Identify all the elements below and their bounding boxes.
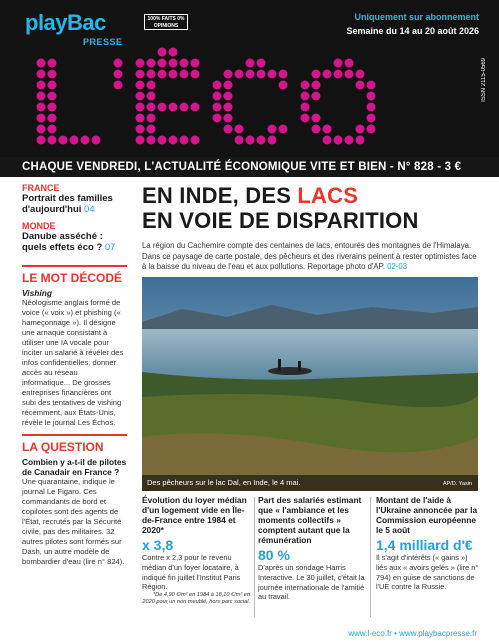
title-dot <box>136 114 145 123</box>
title-dot <box>147 81 156 90</box>
title-dot <box>136 70 145 79</box>
title-dot <box>312 114 321 123</box>
title-dot <box>224 92 233 101</box>
title-dot <box>235 70 244 79</box>
title-dot <box>356 125 365 134</box>
title-dot <box>180 59 189 68</box>
title-dot <box>147 103 156 112</box>
title-dot <box>367 125 376 134</box>
title-dot <box>136 92 145 101</box>
title-dot <box>246 136 255 145</box>
title-dot <box>224 103 233 112</box>
title-dot <box>356 81 365 90</box>
title-dot <box>81 136 90 145</box>
main-headline[interactable]: EN INDE, DES LACS EN VOIE DE DISPARITION <box>142 183 419 233</box>
title-dot <box>279 70 288 79</box>
title-dot <box>334 136 343 145</box>
title-dot <box>169 59 178 68</box>
playbac-logo[interactable]: playBac <box>25 10 106 35</box>
monde-page: 07 <box>104 242 116 253</box>
lake-illustration <box>142 277 478 491</box>
title-dot <box>136 103 145 112</box>
title-dot <box>158 136 167 145</box>
facts-badge: 100% FAITS 0% OPINIONS <box>144 14 188 30</box>
masthead <box>0 0 499 157</box>
title-dot <box>114 70 123 79</box>
lake-photo <box>142 277 478 491</box>
title-dot <box>279 81 288 90</box>
stat-rent: Évolution du loyer médian d'un logement vide en Île-de-France entre 1984 et 2020* x 3,8 Contre x 2,3 pour le revenu médian d'un foyer locataire, à indiqué fin juillet l'Institut Paris Région. *De 4,90 €/m² en 1984 à 18,10 €/m² en 2020 pour un non meublé, hors parc social. <box>142 495 250 606</box>
title-dot <box>301 92 310 101</box>
title-dot <box>136 81 145 90</box>
title-dot <box>213 81 222 90</box>
title-dot <box>334 70 343 79</box>
title-dot <box>48 114 57 123</box>
title-dot <box>48 70 57 79</box>
title-dot <box>147 114 156 123</box>
mot-decode-term: Vishing <box>22 288 52 298</box>
title-dot <box>367 114 376 123</box>
france-page: 04 <box>84 204 95 215</box>
title-dot <box>147 59 156 68</box>
title-dot <box>70 136 79 145</box>
title-dot <box>48 59 57 68</box>
footer-links[interactable]: www.l-eco.fr • www.playbacpresse.fr <box>348 629 477 638</box>
title-dot <box>48 92 57 101</box>
title-dot <box>191 59 200 68</box>
title-dot <box>246 70 255 79</box>
monde-label: MONDE <box>22 221 56 231</box>
title-dot <box>345 136 354 145</box>
title-dot <box>191 103 200 112</box>
question-title: Combien y a-t-il de pilotes de Canadair en France ? <box>22 457 127 477</box>
title-dot <box>37 81 46 90</box>
title-dot <box>268 125 277 134</box>
title-dot <box>59 136 68 145</box>
title-dot <box>257 136 266 145</box>
title-dot <box>191 70 200 79</box>
mot-decode-heading: LE MOT DÉCODÉ <box>22 265 127 285</box>
title-dot <box>136 125 145 134</box>
main-lead: La région du Cachemire compte des centaines de lacs, entourés des montagnes de l'Himalaya. Dans ce paysage de carte postale, des pêcheurs et des riverains peinent à rester optimistes face à la baisse du niveau de l'eau et aux pollutions. Reportage photo d'AP. 02-03 <box>142 241 477 271</box>
title-dot <box>48 125 57 134</box>
photo-credit: AP/D. Yasin <box>442 481 472 487</box>
title-dot <box>312 125 321 134</box>
title-dot <box>213 92 222 101</box>
title-dot <box>48 81 57 90</box>
title-dot <box>301 103 310 112</box>
title-dot <box>323 125 332 134</box>
title-dot <box>235 136 244 145</box>
title-dot <box>257 59 266 68</box>
title-dot <box>180 70 189 79</box>
title-dot <box>312 70 321 79</box>
title-dot <box>367 81 376 90</box>
title-dot <box>301 81 310 90</box>
title-dot <box>246 59 255 68</box>
title-dot <box>37 103 46 112</box>
title-dot <box>158 70 167 79</box>
logo-subtitle: PRESSE <box>83 37 123 47</box>
lead-page: 02-03 <box>387 262 408 271</box>
france-label: FRANCE <box>22 183 60 193</box>
title-dot <box>356 136 365 145</box>
mot-decode-text: Néologisme anglais formé de voice (« voix ») et phishing (« hameçonnage »). Il désigne une arnaque consistant à utiliser une IA vocale pour inciter un salarié à révéler des infos confidentielles, donner accès au réseau informatique... De grosses entreprises financières ont subi des tentatives de vishing récemment, aux États-Unis, révèle le journal Les Échos. <box>22 298 124 427</box>
title-dot <box>301 114 310 123</box>
title-dot <box>268 136 277 145</box>
title-dot <box>345 59 354 68</box>
title-dot <box>147 125 156 134</box>
title-dot <box>158 48 167 57</box>
monde-teaser[interactable]: Danube asséché : quels effets éco ? 07 <box>22 231 116 253</box>
subscription-note: Uniquement sur abonnement <box>354 12 479 22</box>
title-dot <box>136 59 145 68</box>
title-dot <box>312 92 321 101</box>
title-dot <box>136 136 145 145</box>
title-dot <box>268 70 277 79</box>
title-dot <box>37 92 46 101</box>
title-dot <box>323 136 332 145</box>
title-dot <box>158 59 167 68</box>
main-story <box>142 183 478 273</box>
issue-week: Semaine du 14 au 20 août 2026 <box>346 26 479 36</box>
title-dot <box>345 70 354 79</box>
title-dot <box>367 92 376 101</box>
title-dot <box>312 81 321 90</box>
title-dot <box>37 136 46 145</box>
title-dot <box>92 136 101 145</box>
title-dot <box>169 48 178 57</box>
title-dot <box>191 136 200 145</box>
title-dot <box>180 103 189 112</box>
photo-caption: Des pêcheurs sur le lac Dal, en Inde, le 4 mai. <box>142 475 478 491</box>
title-dot <box>224 114 233 123</box>
title-dot <box>279 125 288 134</box>
title-dot <box>257 70 266 79</box>
title-dot <box>114 81 123 90</box>
title-dot <box>323 70 332 79</box>
title-dot <box>147 70 156 79</box>
title-dot <box>224 125 233 134</box>
title-dot <box>367 103 376 112</box>
sidebar <box>22 183 127 567</box>
title-dot <box>147 136 156 145</box>
title-dot <box>37 70 46 79</box>
title-dot <box>37 125 46 134</box>
title-dot <box>37 114 46 123</box>
title-dot <box>48 103 57 112</box>
title-dot <box>169 70 178 79</box>
title-dot <box>114 59 123 68</box>
title-dot <box>169 103 178 112</box>
title-dot <box>224 70 233 79</box>
title-dot <box>147 92 156 101</box>
question-text: Une quarantaine, indique le journal Le Figaro. Ces commandants de bord et copilotes sont des agents de l'État, recrutés par la Sécurité civile, pas des militaires. 32 autres pilotes sont formés sur Dash, un autre modèle de bombardier d'eau (lire n° 824). <box>22 477 125 566</box>
divider <box>370 497 371 617</box>
title-dot <box>169 136 178 145</box>
title-dot <box>48 136 57 145</box>
stat-salaries: Part des salariés estimant que « l'ambiance et les moments collectifs » comptent autant que la rémunération 80 % D'après un sondage Harris Interactive. Le 30 juillet, c'était la journée internationale de l'amitié au travail. <box>258 495 365 602</box>
france-teaser[interactable]: Portrait des familles d'aujourd'hui 04 <box>22 193 113 215</box>
title-dot <box>224 81 233 90</box>
title-dot <box>213 114 222 123</box>
title-dot <box>356 70 365 79</box>
divider <box>254 497 255 617</box>
title-dot <box>158 103 167 112</box>
title-dot <box>37 59 46 68</box>
title-dot <box>334 59 343 68</box>
title-dot <box>235 125 244 134</box>
title-dot <box>213 103 222 112</box>
question-heading: LA QUESTION <box>22 434 127 454</box>
stat-ukraine: Montant de l'aide à l'Ukraine annoncée par la Commission européenne le 5 août 1,4 milliard d'€ Il s'agit d'intérêts (« gains ») liés aux « avoirs gelés » (lire n° 794) en guise de sanctions de l'UE contre la Russie. <box>376 495 479 592</box>
tagline: CHAQUE VENDREDI, L'ACTUALITÉ ÉCONOMIQUE VITE ET BIEN - N° 828 - 3 € <box>0 157 499 177</box>
title-dot <box>180 136 189 145</box>
issn: ISSN 2115-0569 <box>481 58 487 102</box>
